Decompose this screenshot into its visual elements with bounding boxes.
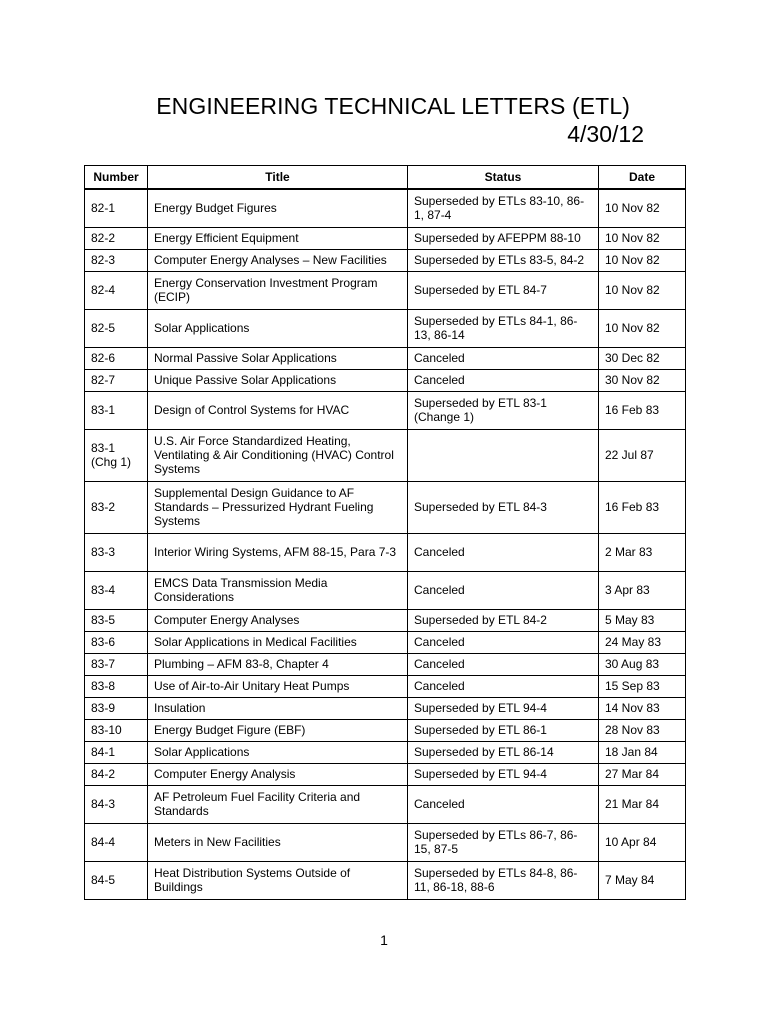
cell-title: Solar Applications [148, 741, 408, 763]
cell-status: Canceled [408, 631, 599, 653]
cell-title: Plumbing – AFM 83-8, Chapter 4 [148, 653, 408, 675]
cell-status: Superseded by ETL 84-7 [408, 271, 599, 309]
cell-title: Computer Energy Analyses [148, 609, 408, 631]
cell-status: Superseded by ETL 83-1 (Change 1) [408, 391, 599, 429]
cell-title: EMCS Data Transmission Media Considerations [148, 571, 408, 609]
table-row [85, 271, 686, 309]
cell-date: 7 May 84 [599, 861, 686, 899]
cell-status: Superseded by ETLs 84-8, 86-11, 86-18, 88-6 [408, 861, 599, 899]
cell-date: 10 Nov 82 [599, 249, 686, 271]
cell-number: 84-3 [85, 785, 148, 823]
document-title: ENGINEERING TECHNICAL LETTERS (ETL) [156, 93, 630, 119]
cell-number: 83-7 [85, 653, 148, 675]
cell-number: 83-5 [85, 609, 148, 631]
cell-date: 24 May 83 [599, 631, 686, 653]
cell-title: Normal Passive Solar Applications [148, 347, 408, 369]
table-row [85, 861, 686, 899]
cell-date: 21 Mar 84 [599, 785, 686, 823]
cell-title: U.S. Air Force Standardized Heating, Ventilating & Air Conditioning (HVAC) Control Systems [148, 429, 408, 481]
cell-title: Solar Applications in Medical Facilities [148, 631, 408, 653]
cell-number: 84-5 [85, 861, 148, 899]
table-row [85, 481, 686, 533]
cell-date: 27 Mar 84 [599, 763, 686, 785]
cell-title: AF Petroleum Fuel Facility Criteria and Standards [148, 785, 408, 823]
cell-title: Insulation [148, 697, 408, 719]
cell-number: 83-10 [85, 719, 148, 741]
document-date: 4/30/12 [567, 121, 644, 147]
cell-date: 5 May 83 [599, 609, 686, 631]
page-number: 1 [380, 932, 388, 948]
cell-title: Design of Control Systems for HVAC [148, 391, 408, 429]
table-row [85, 533, 686, 571]
cell-title: Interior Wiring Systems, AFM 88-15, Para 7-3 [148, 533, 408, 571]
column-header-number: Number [85, 166, 148, 190]
cell-date: 15 Sep 83 [599, 675, 686, 697]
cell-title: Energy Efficient Equipment [148, 227, 408, 249]
cell-date: 3 Apr 83 [599, 571, 686, 609]
cell-date: 10 Nov 82 [599, 309, 686, 347]
cell-number: 83-2 [85, 481, 148, 533]
cell-number: 84-4 [85, 823, 148, 861]
cell-date: 30 Dec 82 [599, 347, 686, 369]
cell-number: 83-8 [85, 675, 148, 697]
cell-date: 30 Nov 82 [599, 369, 686, 391]
cell-title: Energy Conservation Investment Program (ECIP) [148, 271, 408, 309]
cell-title: Energy Budget Figures [148, 189, 408, 227]
cell-status: Superseded by ETL 94-4 [408, 763, 599, 785]
table-row [85, 675, 686, 697]
table-row [85, 309, 686, 347]
cell-status: Canceled [408, 347, 599, 369]
table-row [85, 347, 686, 369]
cell-status: Canceled [408, 369, 599, 391]
table-row [85, 719, 686, 741]
etl-table [84, 165, 686, 900]
cell-number: 83-9 [85, 697, 148, 719]
cell-number: 84-2 [85, 763, 148, 785]
cell-status: Superseded by ETL 86-1 [408, 719, 599, 741]
cell-title: Unique Passive Solar Applications [148, 369, 408, 391]
cell-number: 82-2 [85, 227, 148, 249]
cell-status: Superseded by ETLs 83-10, 86-1, 87-4 [408, 189, 599, 227]
table-row [85, 227, 686, 249]
cell-number: 83-3 [85, 533, 148, 571]
cell-number: 82-3 [85, 249, 148, 271]
cell-number: 82-1 [85, 189, 148, 227]
cell-status: Superseded by AFEPPM 88-10 [408, 227, 599, 249]
cell-status: Superseded by ETLs 84-1, 86-13, 86-14 [408, 309, 599, 347]
table-row [85, 609, 686, 631]
cell-number: 82-7 [85, 369, 148, 391]
cell-status: Superseded by ETL 86-14 [408, 741, 599, 763]
table-row [85, 653, 686, 675]
cell-status: Canceled [408, 785, 599, 823]
table-row [85, 189, 686, 227]
cell-title: Use of Air-to-Air Unitary Heat Pumps [148, 675, 408, 697]
table-row [85, 571, 686, 609]
cell-status: Canceled [408, 675, 599, 697]
cell-title: Energy Budget Figure (EBF) [148, 719, 408, 741]
table-row [85, 741, 686, 763]
cell-number: 82-6 [85, 347, 148, 369]
cell-date: 18 Jan 84 [599, 741, 686, 763]
cell-number: 82-5 [85, 309, 148, 347]
cell-status: Superseded by ETL 84-3 [408, 481, 599, 533]
cell-number: 84-1 [85, 741, 148, 763]
cell-status: Superseded by ETL 94-4 [408, 697, 599, 719]
table-row [85, 763, 686, 785]
cell-date: 30 Aug 83 [599, 653, 686, 675]
cell-date: 16 Feb 83 [599, 481, 686, 533]
cell-date: 2 Mar 83 [599, 533, 686, 571]
cell-date: 10 Apr 84 [599, 823, 686, 861]
cell-date: 16 Feb 83 [599, 391, 686, 429]
cell-number: 83-6 [85, 631, 148, 653]
cell-title: Heat Distribution Systems Outside of Buildings [148, 861, 408, 899]
table-row [85, 697, 686, 719]
cell-date: 10 Nov 82 [599, 227, 686, 249]
cell-title: Meters in New Facilities [148, 823, 408, 861]
cell-date: 14 Nov 83 [599, 697, 686, 719]
cell-status: Canceled [408, 533, 599, 571]
cell-date: 28 Nov 83 [599, 719, 686, 741]
table-header-row [85, 166, 686, 190]
cell-title: Computer Energy Analysis [148, 763, 408, 785]
column-header-status: Status [408, 166, 599, 190]
table-row [85, 823, 686, 861]
cell-status [408, 429, 599, 481]
cell-title: Supplemental Design Guidance to AF Standards – Pressurized Hydrant Fueling Systems [148, 481, 408, 533]
cell-status: Superseded by ETL 84-2 [408, 609, 599, 631]
table-row [85, 785, 686, 823]
column-header-title: Title [148, 166, 408, 190]
cell-date: 10 Nov 82 [599, 189, 686, 227]
cell-date: 10 Nov 82 [599, 271, 686, 309]
cell-number: 83-4 [85, 571, 148, 609]
column-header-date: Date [599, 166, 686, 190]
table-row [85, 429, 686, 481]
cell-title: Computer Energy Analyses – New Facilities [148, 249, 408, 271]
table-row [85, 369, 686, 391]
cell-date: 22 Jul 87 [599, 429, 686, 481]
cell-status: Superseded by ETLs 86-7, 86-15, 87-5 [408, 823, 599, 861]
cell-status: Superseded by ETLs 83-5, 84-2 [408, 249, 599, 271]
cell-status: Canceled [408, 653, 599, 675]
document-header [84, 92, 644, 148]
table-row [85, 631, 686, 653]
table-row [85, 391, 686, 429]
cell-number: 83-1 [85, 391, 148, 429]
table-row [85, 249, 686, 271]
cell-number: 82-4 [85, 271, 148, 309]
cell-status: Canceled [408, 571, 599, 609]
cell-number: 83-1 (Chg 1) [85, 429, 148, 481]
cell-title: Solar Applications [148, 309, 408, 347]
table-body [85, 189, 686, 899]
